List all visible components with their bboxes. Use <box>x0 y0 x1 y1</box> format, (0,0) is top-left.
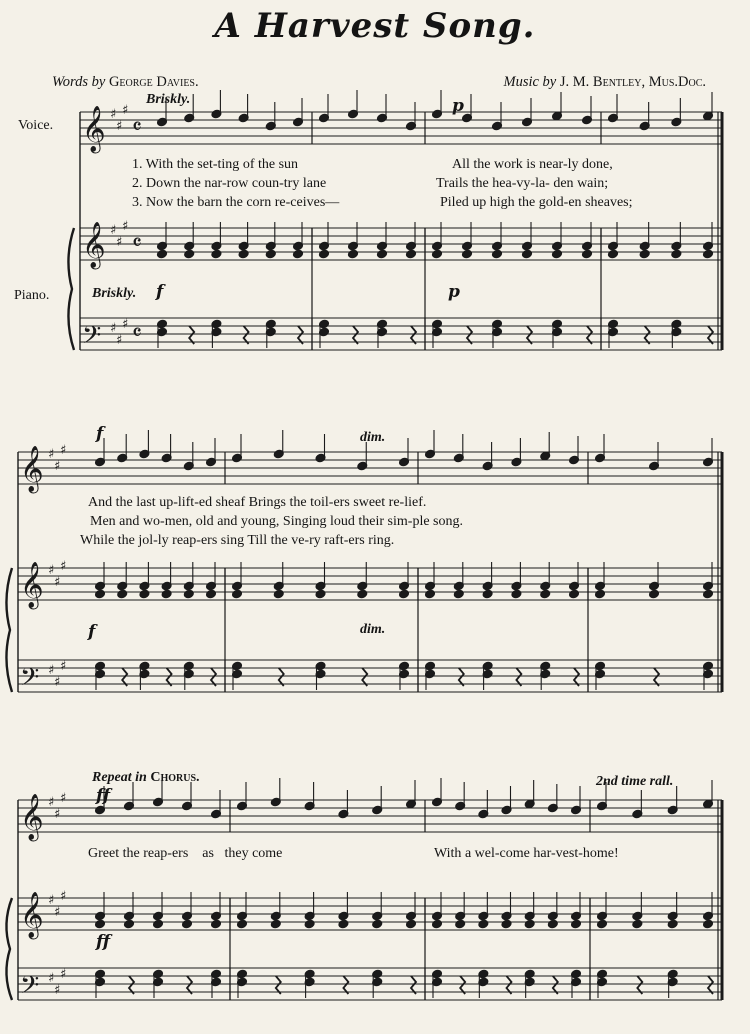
treble-clef: 𝄞 <box>20 446 44 492</box>
music-prefix: Music by <box>503 74 557 90</box>
dynamic-p-voice-1: p <box>452 96 464 116</box>
piano-note <box>210 919 221 929</box>
verse-1-line-1: 1. With the set-ting of the sun <box>132 157 299 172</box>
piano-note <box>273 589 284 599</box>
piano-note <box>123 919 134 929</box>
rest-symbol <box>467 326 472 344</box>
piano-note <box>568 589 579 599</box>
piano-note <box>405 249 416 259</box>
piano-note <box>94 919 105 929</box>
sharp-symbol: ♯ <box>122 103 129 118</box>
piano-brace <box>6 898 12 1000</box>
second-time-rall: 2nd time rall. <box>596 774 674 789</box>
dynamic-f-voice-2: f <box>96 424 104 444</box>
piano-note <box>671 249 682 259</box>
piano-note <box>338 919 349 929</box>
piano-note <box>702 589 713 599</box>
rest-symbol <box>587 326 592 344</box>
sharp-symbol: ♯ <box>116 333 123 348</box>
piano-note <box>596 919 607 929</box>
rest-symbol <box>637 976 642 994</box>
verse-2-line-1: 2. Down the nar-row coun-try lane <box>132 176 327 191</box>
rest-symbol <box>129 976 134 994</box>
rest-symbol <box>122 668 127 686</box>
dynamic-ff-voice-3: ff <box>96 786 111 806</box>
piano-note <box>431 249 442 259</box>
treble-clef: 𝄞 <box>82 106 106 152</box>
rest-symbol <box>574 668 579 686</box>
sharp-symbol: ♯ <box>48 447 55 462</box>
piano-brace <box>68 228 74 350</box>
sharp-symbol: ♯ <box>60 559 67 574</box>
chorus-line-1: Greet the reap-ers as they come <box>88 846 283 861</box>
rest-symbol <box>189 326 194 344</box>
verse-1-line-2: All the work is near-ly done, <box>452 157 613 172</box>
piano-note <box>639 249 650 259</box>
piano-note <box>547 919 558 929</box>
dynamic-f-piano-2: f <box>88 622 96 642</box>
piano-note <box>292 249 303 259</box>
piano-note <box>376 249 387 259</box>
piano-note <box>453 589 464 599</box>
piano-note <box>398 589 409 599</box>
rest-symbol <box>459 668 464 686</box>
verse-3-line-1: 3. Now the barn the corn re-ceives— <box>132 195 340 210</box>
bass-clef: 𝄢 <box>20 663 40 698</box>
sharp-symbol: ♯ <box>60 659 67 674</box>
piano-note <box>304 919 315 929</box>
piano-note <box>501 919 512 929</box>
piano-note <box>270 919 281 929</box>
piano-note <box>702 919 713 929</box>
rest-symbol <box>167 668 172 686</box>
treble-clef: 𝄞 <box>20 794 44 840</box>
common-time: 𝄴 <box>132 321 142 346</box>
verse-2-line-3: Men and wo-men, old and young, Singing loud their sim-ple song. <box>90 514 463 529</box>
chorus-line-2: With a wel-come har-vest-home! <box>434 846 619 861</box>
piano-note <box>521 249 532 259</box>
sharp-symbol: ♯ <box>48 563 55 578</box>
rest-symbol <box>507 976 512 994</box>
piano-note <box>491 249 502 259</box>
piano-note <box>117 589 128 599</box>
treble-clef: 𝄞 <box>20 892 44 938</box>
piano-note <box>184 249 195 259</box>
sharp-symbol: ♯ <box>116 119 123 134</box>
piano-note <box>667 919 678 929</box>
sharp-symbol: ♯ <box>122 317 129 332</box>
rest-symbol <box>460 976 465 994</box>
sharp-symbol: ♯ <box>48 663 55 678</box>
piano-note <box>231 589 242 599</box>
treble-clef: 𝄞 <box>82 222 106 268</box>
piano-brace <box>6 568 12 692</box>
sharp-symbol: ♯ <box>48 971 55 986</box>
rest-symbol <box>276 976 281 994</box>
piano-note <box>424 589 435 599</box>
words-author: George Davies. <box>108 74 199 90</box>
verse-1-line-3: And the last up-lift-ed sheaf Brings the toil-ers sweet re-lief. <box>88 495 427 510</box>
page-title: A Harvest Song. <box>214 6 536 46</box>
dynamic-p-piano-1: p <box>448 282 460 302</box>
rest-symbol <box>708 976 713 994</box>
piano-note <box>205 589 216 599</box>
rest-symbol <box>343 976 348 994</box>
dynamic-f-piano-1: f <box>156 282 164 302</box>
piano-note <box>581 249 592 259</box>
repeat-prefix: Repeat in <box>92 770 147 785</box>
piano-note <box>94 589 105 599</box>
piano-note <box>181 919 192 929</box>
dynamic-ff-piano-3: ff <box>96 932 111 952</box>
piano-note <box>211 249 222 259</box>
rest-symbol <box>279 668 284 686</box>
piano-note <box>161 589 172 599</box>
piano-note <box>540 589 551 599</box>
dynamic-dim-voice-2: dim. <box>360 430 386 445</box>
sharp-symbol: ♯ <box>48 893 55 908</box>
piano-note <box>236 919 247 929</box>
music-author: J. M. Bentley, Mus.Doc. <box>559 74 706 90</box>
piano-note <box>482 589 493 599</box>
sharp-symbol: ♯ <box>54 807 61 822</box>
rest-symbol <box>187 976 192 994</box>
rest-symbol <box>298 326 303 344</box>
piano-note <box>594 589 605 599</box>
piano-note <box>461 249 472 259</box>
piano-note <box>455 919 466 929</box>
sharp-symbol: ♯ <box>122 219 129 234</box>
piano-note <box>524 919 535 929</box>
rest-symbol <box>353 326 358 344</box>
sharp-symbol: ♯ <box>54 575 61 590</box>
sharp-symbol: ♯ <box>60 967 67 982</box>
dynamic-dim-piano-2: dim. <box>360 622 386 637</box>
piano-note <box>318 249 329 259</box>
rest-symbol <box>553 976 558 994</box>
sharp-symbol: ♯ <box>54 459 61 474</box>
treble-clef: 𝄞 <box>20 562 44 608</box>
piano-note <box>570 919 581 929</box>
sharp-symbol: ♯ <box>54 983 61 998</box>
piano-note <box>347 249 358 259</box>
words-prefix: Words by <box>52 74 106 90</box>
sharp-symbol: ♯ <box>116 235 123 250</box>
sharp-symbol: ♯ <box>54 905 61 920</box>
piano-note <box>183 589 194 599</box>
sharp-symbol: ♯ <box>60 791 67 806</box>
sharp-symbol: ♯ <box>110 107 117 122</box>
common-time: 𝄴 <box>132 231 142 256</box>
piano-note <box>265 249 276 259</box>
piano-note <box>511 589 522 599</box>
piano-note <box>139 589 150 599</box>
rest-symbol <box>411 326 416 344</box>
rest-symbol <box>645 326 650 344</box>
piano-note <box>702 249 713 259</box>
piano-note <box>372 919 383 929</box>
piano-note <box>238 249 249 259</box>
bass-clef: 𝄢 <box>20 971 40 1006</box>
verse-3-line-3: While the jol-ly reap-ers sing Till the ve-ry raft-ers ring. <box>80 533 395 548</box>
common-time: 𝄴 <box>132 115 142 140</box>
sharp-symbol: ♯ <box>60 443 67 458</box>
piano-note <box>478 919 489 929</box>
piano-note <box>357 589 368 599</box>
rest-symbol <box>244 326 249 344</box>
piano-note <box>632 919 643 929</box>
piano-label: Piano. <box>14 288 50 303</box>
sharp-symbol: ♯ <box>110 223 117 238</box>
bass-clef: 𝄢 <box>82 321 102 356</box>
rest-symbol <box>516 668 521 686</box>
verse-3-line-2: Piled up high the gold-en sheaves; <box>440 195 633 210</box>
sharp-symbol: ♯ <box>48 795 55 810</box>
rest-symbol <box>708 326 713 344</box>
rest-symbol <box>654 668 659 686</box>
verse-2-line-2: Trails the hea-vy-la- den wain; <box>436 176 609 191</box>
piano-note <box>315 589 326 599</box>
piano-note <box>156 249 167 259</box>
tempo-piano: Briskly. <box>92 286 137 301</box>
sharp-symbol: ♯ <box>110 321 117 336</box>
rest-symbol <box>411 976 416 994</box>
piano-note <box>431 919 442 929</box>
piano-note <box>152 919 163 929</box>
repeat-word: Chorus. <box>150 770 200 785</box>
rest-symbol <box>527 326 532 344</box>
sharp-symbol: ♯ <box>54 675 61 690</box>
piano-note <box>405 919 416 929</box>
piano-note <box>607 249 618 259</box>
voice-label: Voice. <box>18 118 54 133</box>
rest-symbol <box>362 668 367 686</box>
tempo-voice: Briskly. <box>146 92 191 107</box>
sharp-symbol: ♯ <box>60 889 67 904</box>
piano-note <box>551 249 562 259</box>
piano-note <box>648 589 659 599</box>
rest-symbol <box>211 668 216 686</box>
